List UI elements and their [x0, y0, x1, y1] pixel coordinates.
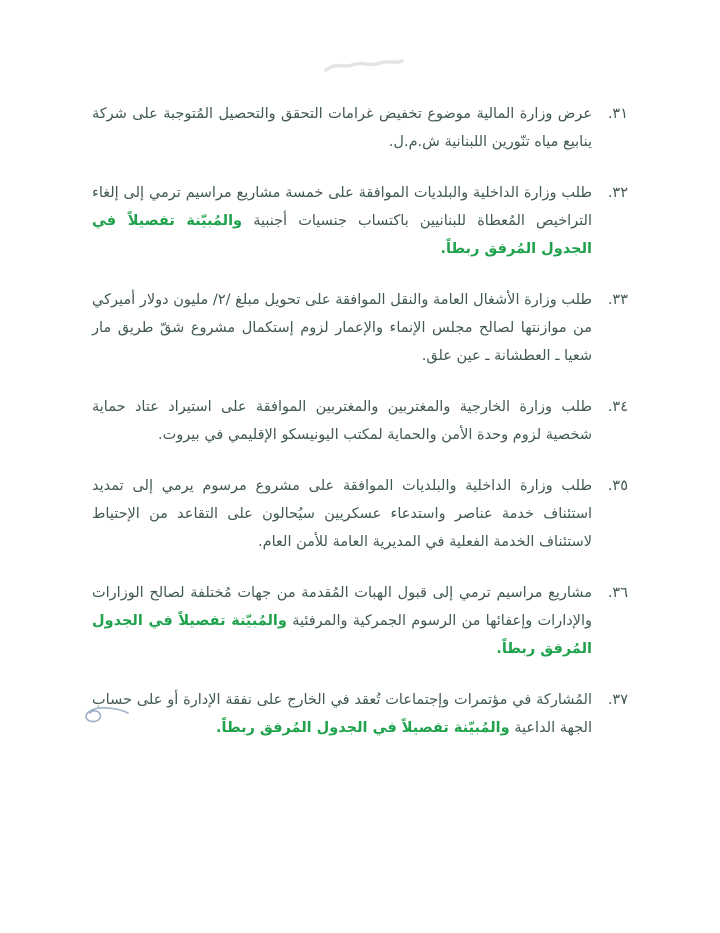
body-text: مشاريع مراسيم ترمي إلى قبول الهبات المُقدمة من جهات مُختلفة لصالح الوزارات والإدارات وإعفائها من الرسوم الجمركية والمرفئية — [92, 585, 592, 629]
highlighted-text: والمُبيّنة تفصيلاً في الجدول المُرفق ربطاً. — [216, 720, 510, 736]
item-number: ٣٤. — [607, 399, 628, 415]
agenda-item — [92, 686, 628, 742]
body-text: طلب وزارة الأشغال العامة والنقل الموافقة على تحويل مبلغ /٢/ مليون دولار أميركي من موازنتها لصالح مجلس الإنماء والإعمار لزوم إستكمال مشروع شقّ طريق مار شعيا ـ العطشانة ـ عين علق. — [92, 292, 592, 364]
body-text: طلب وزارة الخارجية والمغتربين والمغتربين الموافقة على استيراد عتاد حماية شخصية لزوم وحدة الأمن والحماية لمكتب اليونيسكو الإقليمي في بيروت. — [92, 399, 592, 443]
item-number: ٣٦. — [607, 585, 628, 601]
item-text — [92, 579, 592, 663]
agenda-item — [92, 393, 628, 449]
highlighted-text: والمُبيّنة تفصيلاً في الجدول المُرفق ربطاً. — [92, 213, 592, 257]
item-text — [92, 686, 592, 742]
item-number: ٣٢. — [607, 185, 628, 201]
body-text: المُشاركة في مؤتمرات وإجتماعات تُعقد في الخارج على نفقة الإدارة أو على حساب الجهة الداعية — [92, 692, 592, 736]
item-text — [92, 393, 592, 449]
item-number: ٣٣. — [607, 292, 628, 308]
handwritten-mark — [80, 702, 132, 728]
body-text: طلب وزارة الداخلية والبلديات الموافقة على مشروع مرسوم يرمي إلى تمديد استئناف خدمة عناصر واستدعاء عسكريين سيُحالون على التقاعد من الإحتياط لاستئناف الخدمة الفعلية في المديرية العامة للأمن العام. — [92, 478, 592, 550]
item-text — [92, 100, 592, 156]
agenda-item — [92, 579, 628, 663]
item-text — [92, 286, 592, 370]
item-text — [92, 472, 592, 556]
agenda-item — [92, 286, 628, 370]
scan-smudge-mark — [322, 54, 406, 80]
item-number: ٣٥. — [607, 478, 628, 494]
agenda-list — [92, 100, 628, 765]
agenda-item — [92, 100, 628, 156]
agenda-item — [92, 472, 628, 556]
body-text: عرض وزارة المالية موضوع تخفيض غرامات التحقق والتحصيل المُتوجبة على شركة ينابيع مياه تنّورين اللبنانية ش.م.ل. — [92, 106, 592, 150]
highlighted-text: والمُبيّنة تفصيلاً في الجدول المُرفق ربطاً. — [92, 613, 592, 657]
item-number: ٣٧. — [607, 692, 628, 708]
agenda-item — [92, 179, 628, 263]
body-text: طلب وزارة الداخلية والبلديات الموافقة على خمسة مشاريع مراسيم ترمي إلى إلغاء التراخيص المُعطاة للبنانيين باكتساب جنسيات أجنبية — [92, 185, 593, 229]
item-text — [92, 179, 592, 263]
item-number: ٣١. — [607, 106, 628, 122]
